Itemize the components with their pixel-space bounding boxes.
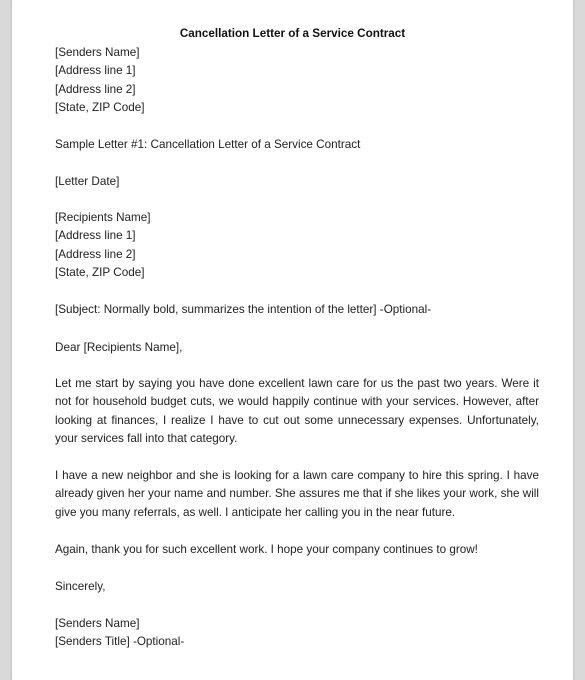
subject-line: [Subject: Normally bold, summarizes the intention of the letter] -Optional- bbox=[55, 303, 432, 316]
body-paragraph-3: Again, thank you for such excellent work. I hope your company continues to grow! bbox=[55, 543, 478, 556]
body-paragraph-2: I have a new neighbor and she is looking for a lawn care company to hire this spring. I have already given her your name and number. She assures me that if she likes your work, she will give you many referrals, as well. I anticipate her calling you in the near future. bbox=[55, 469, 539, 519]
recipient-name: [Recipients Name] bbox=[55, 211, 151, 224]
document-title: Cancellation Letter of a Service Contract bbox=[179, 27, 406, 40]
sender-address bbox=[55, 44, 539, 117]
letter-date: [Letter Date] bbox=[55, 175, 120, 188]
sender-address-line-1: [Address line 1] bbox=[55, 64, 136, 78]
closing: Sincerely, bbox=[55, 580, 106, 593]
recipient-address-line-1: [Address line 1] bbox=[55, 229, 136, 243]
sample-label: Sample Letter #1: Cancellation Letter of a Service Contract bbox=[55, 138, 361, 151]
signature-block bbox=[55, 615, 539, 652]
sender-name: [Senders Name] bbox=[55, 46, 140, 59]
signature-name: [Senders Name] bbox=[55, 617, 140, 630]
recipient-state-zip: [State, ZIP Code] bbox=[55, 265, 145, 279]
letter-page bbox=[12, 0, 573, 680]
signature-title: [Senders Title] -Optional- bbox=[55, 635, 185, 649]
sender-address-line-2: [Address line 2] bbox=[55, 82, 136, 96]
salutation: Dear [Recipients Name], bbox=[55, 341, 183, 354]
sender-state-zip: [State, ZIP Code] bbox=[55, 100, 145, 114]
recipient-address-line-2: [Address line 2] bbox=[55, 247, 136, 261]
recipient-address bbox=[55, 209, 539, 282]
body-paragraph-1: Let me start by saying you have done excellent lawn care for us the past two years. Were it not for household budget cuts, we would happily continue with your services. However, after looking at finances, I realize I have to cut out some unnecessary expenses. Unfortunately, your services fall into that category. bbox=[55, 377, 539, 445]
